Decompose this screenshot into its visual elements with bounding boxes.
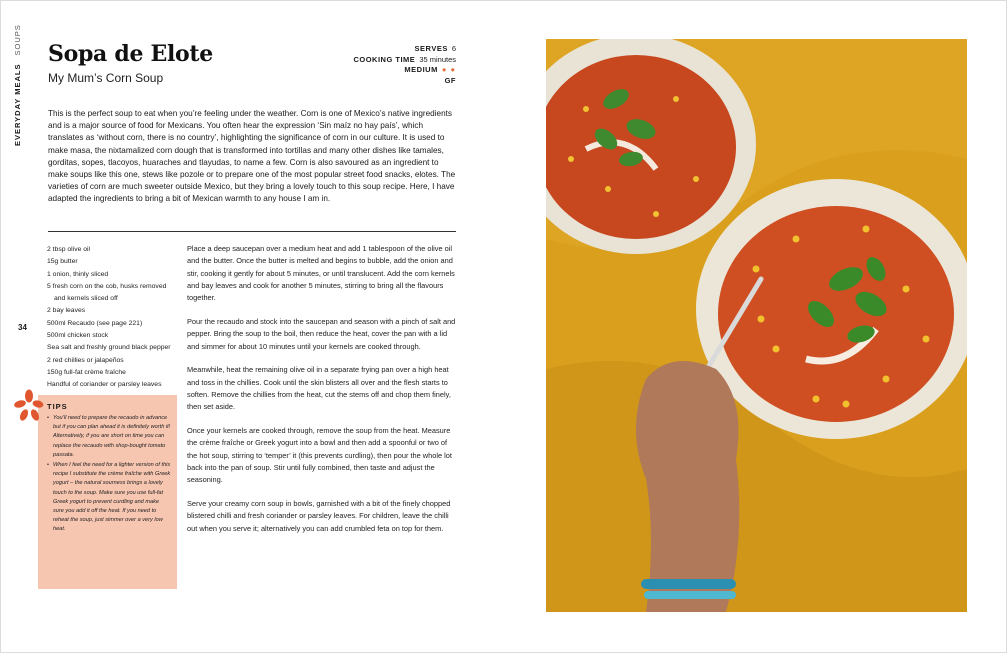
ingredient-item: 150g full-fat crème fraîche <box>47 368 126 376</box>
section-label: EVERYDAY MEALS <box>13 63 22 146</box>
tips-box <box>38 395 177 589</box>
ingredient-item: 2 tbsp olive oil <box>47 246 91 253</box>
method-step: Meanwhile, heat the remaining olive oil in a separate frying pan over a high heat and toss in the chillies. Cook until the skin blisters all over and the flesh starts to soften. Remove the chillies from the heat, cut the stems off and chop them finely, then set aside. <box>187 365 451 412</box>
serves-value: 6 <box>451 44 456 53</box>
recipe-meta <box>353 44 456 86</box>
ingredient-item: 500ml chicken stock <box>47 332 109 340</box>
ingredient-item: 5 fresh corn on the cob, husks removed <box>47 282 167 290</box>
method-steps <box>187 243 457 546</box>
method-step: Once your kernels are cooked through, remove the soup from the heat. Measure the crème fraîche or Greek yogurt into a bowl and then add a spoonful or two of the hot soup, stirring to ‘temper’ it (this prevents curdling), then pour the whole lot back into the pan of soup. Stir until fully combined, then taste and adjust the seasoning. <box>187 426 452 485</box>
soup-photo <box>546 39 967 612</box>
serves-label: SERVES <box>414 44 448 53</box>
diet-tag: GF <box>444 75 456 85</box>
ingredient-item: Sea salt and freshly ground black pepper <box>47 344 171 352</box>
tip-item: • You’ll need to prepare the recaudo in advance but if you can plan ahead it is definitely worth it! Alternatively, if you are short on time you can replace the recaudo with shop-bought tomato passata. <box>47 414 171 460</box>
recipe-subtitle: My Mum’s Corn Soup <box>48 71 164 85</box>
ingredient-item: and kernels sliced off <box>54 295 118 303</box>
section-tab <box>13 24 33 156</box>
recipe-title: Sopa de Elote <box>48 41 213 67</box>
method-step: Place a deep saucepan over a medium heat and add 1 tablespoon of the olive oil and the butter. Once the butter is melted and begins to bubble, add the onion and stir, cooking it gently for about 5 minutes, or until translucent. Add the corn kernels and bay leaves and cook for another 5 minutes, stirring to bring all the flavours together. <box>187 244 455 303</box>
subsection-label: SOUPS <box>13 24 22 56</box>
difficulty-label: MEDIUM <box>404 65 438 74</box>
ingredient-item: 1 onion, thinly sliced <box>47 270 109 278</box>
hand <box>636 361 739 612</box>
time-value: 35 minutes <box>419 54 456 64</box>
flower-icon <box>14 388 44 424</box>
ingredient-item: 2 bay leaves <box>47 307 86 315</box>
divider <box>48 231 456 232</box>
tip-item: • When I feel the need for a lighter version of this recipe I substitute the crème fraîche with Greek yogurt – the natural sourness brings a lovely touch to the soup. Make sure you use full-fat Greek yogurt to prevent curdling and make sure you add it off the heat. If you need to reheat the soup, just simmer over a very low heat. <box>47 461 171 535</box>
difficulty-dots: ● ● <box>441 65 456 74</box>
intro-paragraph: This is the perfect soup to eat when you’re feeling under the weather. Corn is one of Mexico’s native ingredients and is a major source of food for Mexicans. You often hear the expression ‘Sin maíz no hay país’, which translates as ‘without corn, there is no country’, highlighting the significance of corn in our culture. It is used to make masa, the nixtamalized corn dough that is transformed into tortillas and many other dishes like tamales, gorditas, sopes, tlacoyos, huaraches and tlayudas, to name a few. Corn is also savoured as an ingredient to make soups like this one, stews like pozole or to prepare one of the most popular street food snacks, elotes. The varieties of corn are much sweeter outside Mexico, but they bring a lovely touch to this soup recipe. Here, I have adapted the ingredients to bring a bit of Mexican warmth to any house I am in. <box>48 109 456 204</box>
ingredient-item: Handful of coriander or parsley leaves <box>47 381 162 389</box>
method-step: Pour the recaudo and stock into the saucepan and season with a pinch of salt and pepper. Bring the soup to the boil, then reduce the heat, cover the pan with a lid and simmer for about 10 minutes until your kernels are cooked through. <box>187 316 456 351</box>
bracelet <box>641 579 736 599</box>
ingredients-list <box>47 244 177 392</box>
tips-heading: TIPS <box>47 402 68 411</box>
ingredient-item: 15g butter <box>47 258 78 266</box>
time-label: COOKING TIME <box>353 54 416 64</box>
ingredient-item: 500ml Recaudo (see page 221) <box>47 319 143 327</box>
method-step: Serve your creamy corn soup in bowls, garnished with a bit of the finely chopped blistered chilli and fresh coriander or parsley leaves. For children, leave the chilli out when you serve it; alternatively you can add crumbled feta on top for them. <box>187 499 451 533</box>
bowl-front <box>696 179 967 439</box>
page-number: 34 <box>18 323 27 332</box>
ingredient-item: 2 red chillies or jalapeños <box>47 356 124 364</box>
